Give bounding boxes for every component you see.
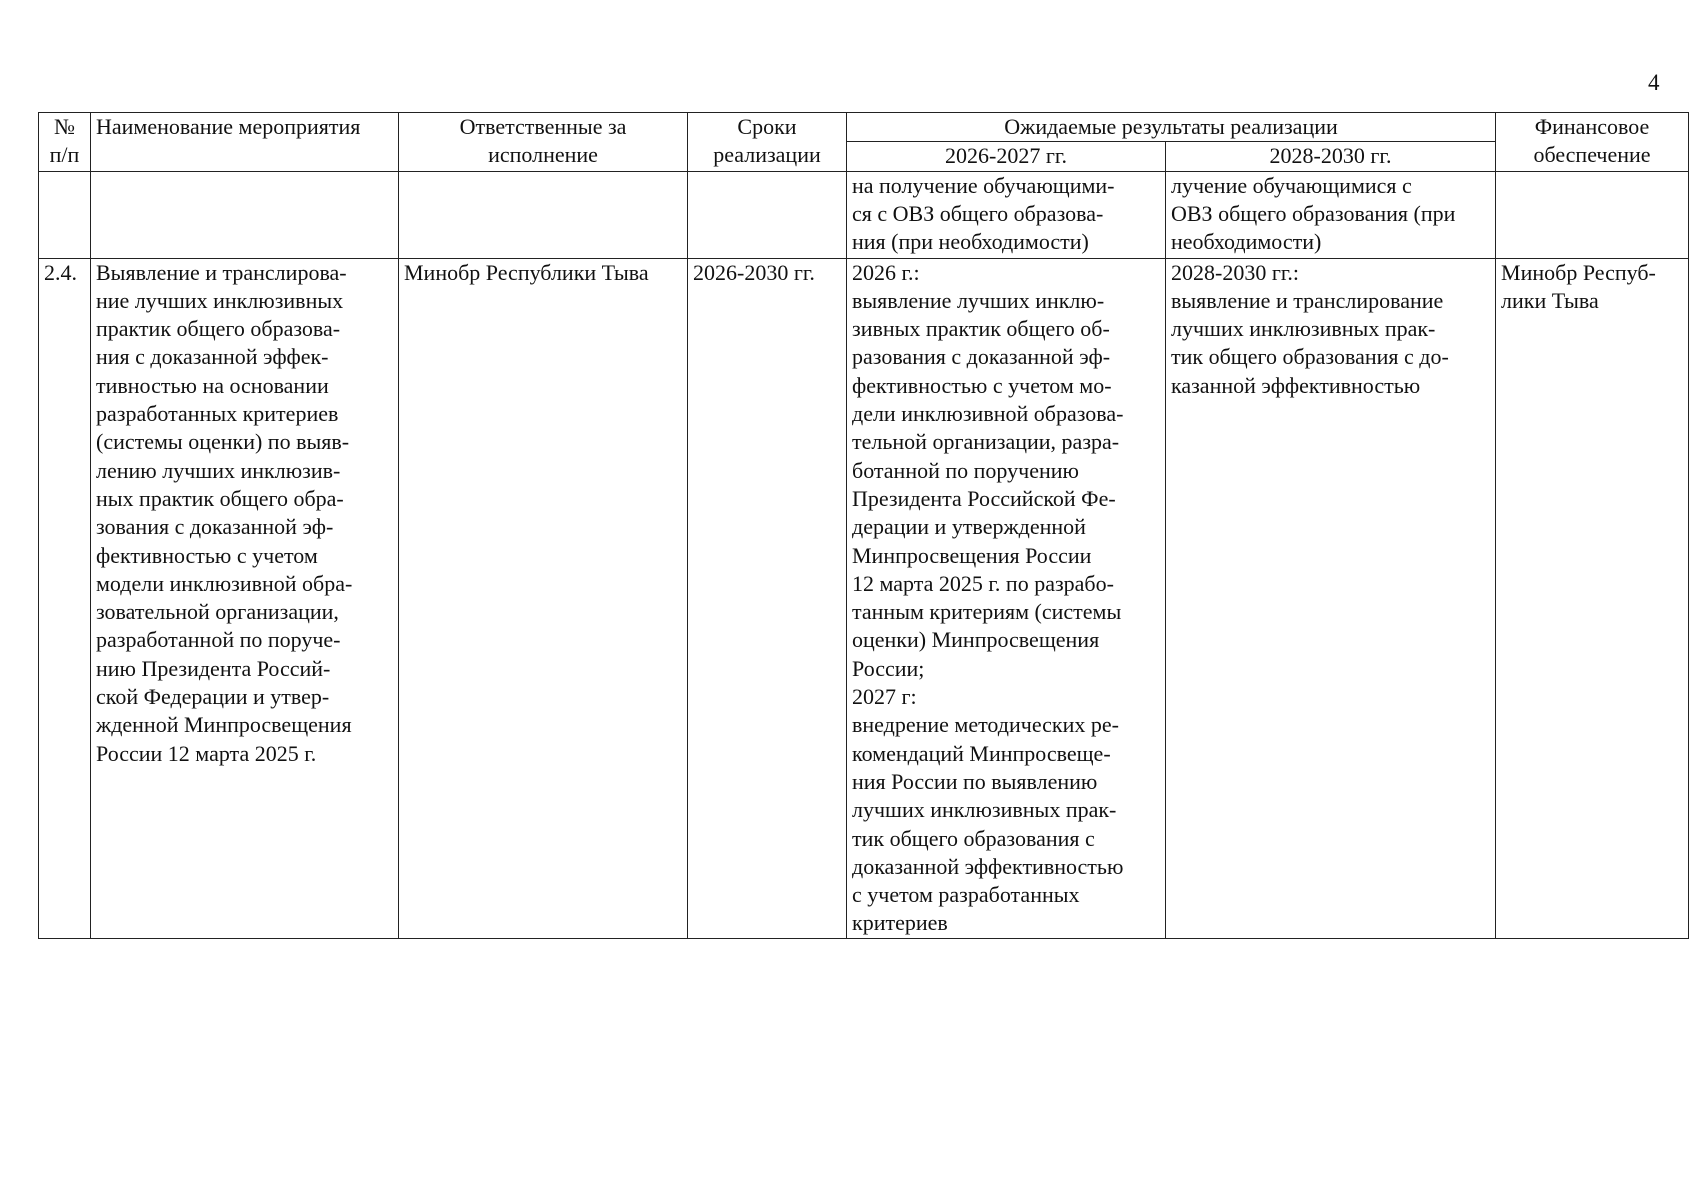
header-results-2026-2027: 2026-2027 гг. [847,142,1166,171]
cell-results-2026-2027: на получение обучающими- ся с ОВЗ общего образова- ния (при необходимости) [847,171,1166,258]
header-row [39,113,1689,142]
header-deadline: Сроки реализации [688,113,847,172]
cell-name [91,171,399,258]
cell-results-2028-2030: 2028-2030 гг.: выявление и транслирование лучших инклюзивных прак- тик общего образования с до- казанной эффективностью [1166,258,1496,938]
cell-num [39,171,91,258]
header-num: № п/п [39,113,91,172]
activities-table [38,112,1689,939]
header-funding: Финансовое обеспечение [1496,113,1689,172]
table-row [39,258,1689,938]
cell-results-2028-2030: лучение обучающимися с ОВЗ общего образования (при необходимости) [1166,171,1496,258]
cell-funding: Минобр Респуб- лики Тыва [1496,258,1689,938]
cell-responsible [399,171,688,258]
cell-results-2026-2027: 2026 г.: выявление лучших инклю- зивных практик общего об- разования с доказанной эф- фективностью с учетом мо- дели инклюзивной образова- тельной организации, разра- ботанной по поручению Президента Российской Фе- дерации и утвержденной Минпросвещения России 12 марта 2025 г. по разрабо- танным критериям (системы оценки) Минпросвещения России; 2027 г: внедрение методических ре- комендаций Минпросвеще- ния России по выявлению лучших инклюзивных прак- тик общего образования с доказанной эффективностью с учетом разработанных критериев [847,258,1166,938]
cell-deadline: 2026-2030 гг. [688,258,847,938]
cell-funding [1496,171,1689,258]
cell-responsible: Минобр Республики Тыва [399,258,688,938]
header-responsible: Ответственные за исполнение [399,113,688,172]
header-results-2028-2030: 2028-2030 гг. [1166,142,1496,171]
cell-num: 2.4. [39,258,91,938]
header-results: Ожидаемые результаты реализации [847,113,1496,142]
cell-name: Выявление и транслирова- ние лучших инклюзивных практик общего образова- ния с доказанной эффек- тивностью на основании разработанных критериев (системы оценки) по выяв- лению лучших инклюзив- ных практик общего обра- зования с доказанной эф- фективностью с учетом модели инклюзивной обра- зовательной организации, разработанной по поруче- нию Президента Россий- ской Федерации и утвер- жденной Минпросвещения России 12 марта 2025 г. [91,258,399,938]
page-number: 4 [1648,70,1660,95]
cell-deadline [688,171,847,258]
table-row [39,171,1689,258]
header-name: Наименование мероприятия [91,113,399,172]
